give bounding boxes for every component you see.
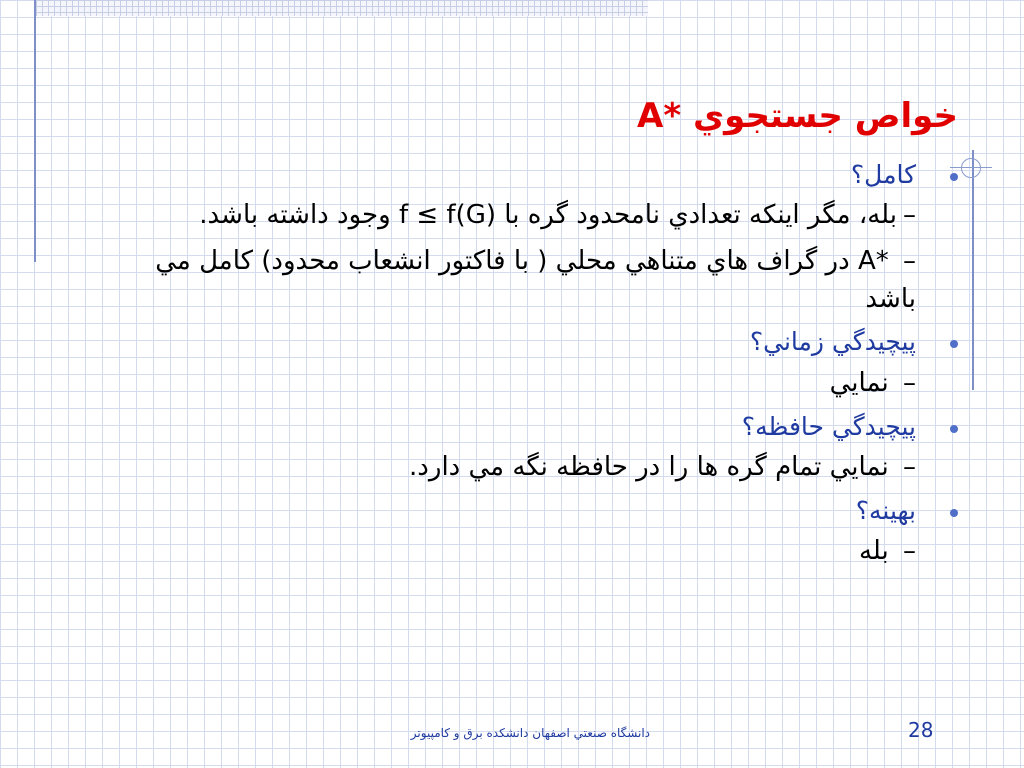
sub-item (98, 365, 958, 403)
bullet-item (98, 495, 958, 528)
bullet-item (98, 411, 958, 444)
slide-title: خواص جستجوي *A (637, 96, 958, 136)
bullet-item (98, 159, 958, 192)
sub-item-text: در گراف هاي متناهي محلي ( با فاكتور انشعاب محدود) كامل مي باشد (155, 245, 916, 314)
bullet-dot-icon (950, 173, 958, 181)
footer-institution: دانشگاه صنعتي اصفهان دانشكده برق و كامپيوتر (410, 726, 650, 740)
math-expression: f ≤ f(G) (398, 200, 496, 231)
dash-marker: – (903, 452, 916, 483)
bullet-dot-icon (950, 509, 958, 517)
sub-item (98, 533, 958, 571)
dash-marker: – (903, 245, 916, 276)
page-number: 28 (908, 718, 934, 742)
bullet-label: كامل؟ (850, 159, 916, 189)
slide-content (98, 96, 958, 579)
bullet-dot-icon (950, 425, 958, 433)
sub-item-text: بله، مگر اينكه تعدادي نامحدود گره با (504, 200, 897, 231)
sub-item (98, 449, 958, 487)
sub-item-text: نمايي (829, 367, 889, 398)
decorative-top-pattern (36, 0, 648, 16)
math-expression: A* (857, 245, 889, 276)
bullet-list (98, 159, 958, 571)
dash-marker: – (903, 536, 916, 567)
sub-item (98, 197, 958, 235)
sub-item-text: وجود داشته باشد. (199, 200, 391, 231)
decorative-left-line (34, 0, 36, 262)
bullet-label: پيچيدگي حافظه؟ (741, 411, 916, 441)
bullet-dot-icon (950, 340, 958, 348)
decorative-circle-icon (961, 158, 981, 178)
bullet-label: بهينه؟ (855, 495, 916, 525)
sub-item (98, 243, 958, 318)
dash-marker: – (903, 200, 916, 231)
decorative-right-line (972, 150, 974, 390)
dash-marker: – (903, 367, 916, 398)
bullet-label: پيچيدگي زماني؟ (749, 327, 916, 357)
sub-item-text: بله (858, 536, 889, 567)
bullet-item (98, 326, 958, 359)
sub-item-text: نمايي تمام گره ها را در حافظه نگه مي دارد. (409, 452, 889, 483)
